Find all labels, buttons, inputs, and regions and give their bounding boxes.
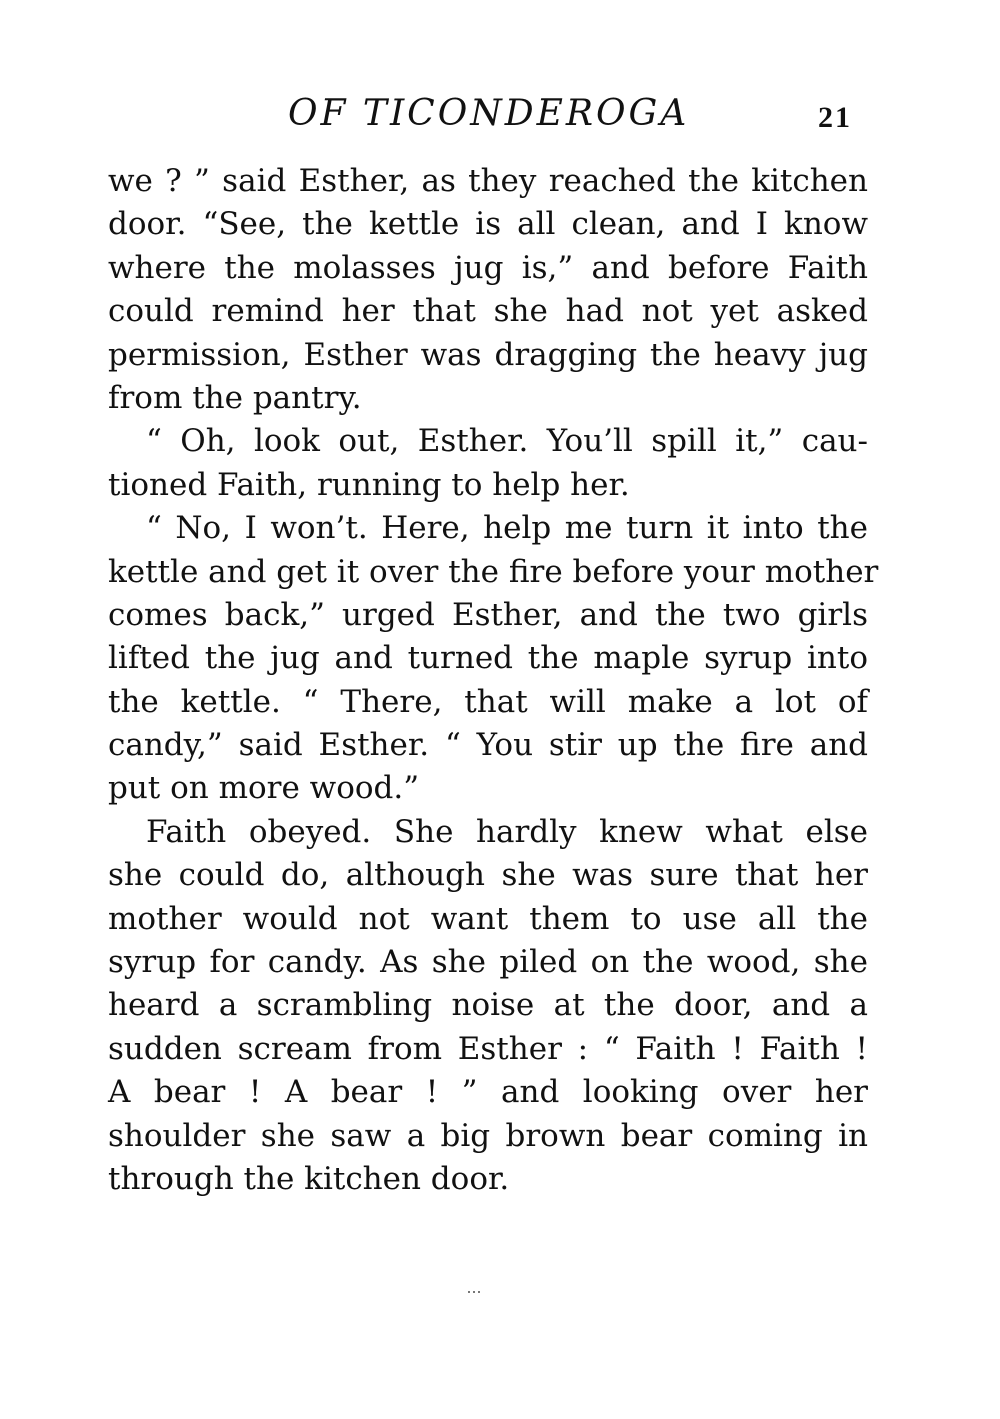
text-line: from the pantry.: [108, 379, 362, 416]
paragraph-first-line: “ Oh, look out, Esther. You’ll spill it,” cau-: [146, 423, 868, 460]
text-line: could remind her that she had not yet asked: [108, 293, 868, 330]
text-line: shoulder she saw a big brown bear coming in: [108, 1117, 868, 1154]
running-title: OF TICONDEROGA: [288, 93, 690, 134]
text-line: door. “See, the kettle is all clean, and I know: [108, 206, 868, 243]
running-header: [0, 92, 1000, 142]
text-line: mother would not want them to use all the: [108, 900, 868, 937]
body-text: [108, 160, 879, 1201]
text-line: kettle and get it over the fire before your mother: [108, 553, 879, 590]
text-line: A bear ! A bear ! ” and looking over her: [108, 1074, 868, 1111]
text-line: through the kitchen door.: [108, 1160, 510, 1197]
text-line: she could do, although she was sure that her: [108, 857, 868, 894]
text-line: we ? ” said Esther, as they reached the kitchen: [108, 163, 868, 199]
text-line: comes back,” urged Esther, and the two girls: [108, 596, 868, 633]
paragraph-first-line: Faith obeyed. She hardly knew what else: [146, 813, 868, 850]
text-line: lifted the jug and turned the maple syrup into: [108, 640, 868, 677]
text-line: put on more wood.”: [108, 770, 420, 807]
text-line: candy,” said Esther. “ You stir up the fire and: [108, 727, 868, 764]
paragraph-first-line: “ No, I won’t. Here, help me turn it into the: [146, 510, 868, 547]
text-line: sudden scream from Esther : “ Faith ! Faith !: [108, 1030, 868, 1067]
text-line: where the molasses jug is,” and before Faith: [108, 249, 868, 286]
page-number: 21: [818, 101, 852, 134]
text-line: the kettle. “ There, that will make a lot of: [108, 683, 868, 720]
text-line: tioned Faith, running to help her.: [108, 466, 630, 503]
text-line: heard a scrambling noise at the door, and a: [108, 987, 868, 1024]
text-line: syrup for candy. As she piled on the wood, she: [108, 944, 868, 981]
text-line: permission, Esther was dragging the heavy jug: [108, 336, 868, 373]
scan-speck-mark: [468, 1278, 488, 1282]
